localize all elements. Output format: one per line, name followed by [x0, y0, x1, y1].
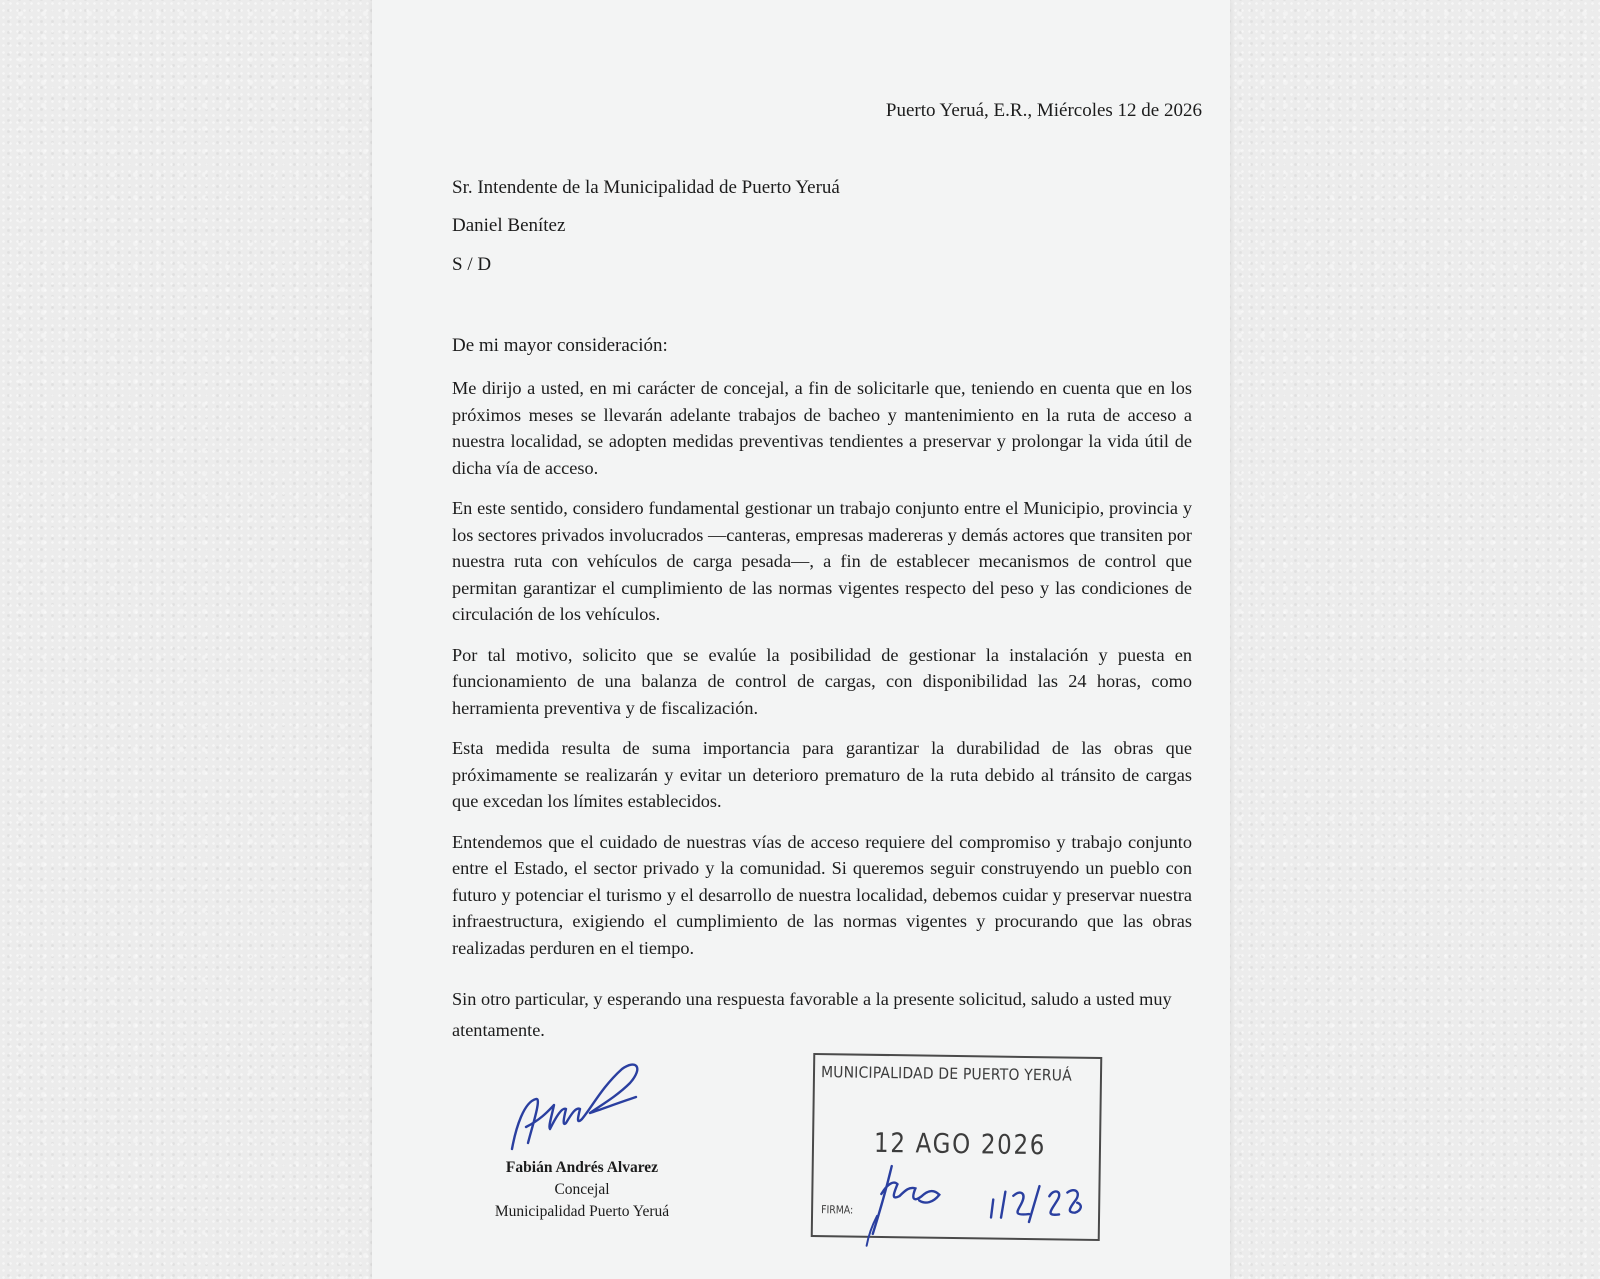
salutation: De mi mayor consideración: — [452, 335, 668, 356]
stamp-date: 12 AGO 2026 — [873, 1127, 1047, 1162]
letter-sheet — [372, 0, 1230, 1279]
paragraph: Esta medida resulta de suma importancia para garantizar la durabilidad de las obras que próximamente se realizarán y evitar un deterioro prematuro de la ruta debido al tránsito de cargas que excedan los límites establecidos. — [452, 738, 1192, 811]
place-date: Puerto Yeruá, E.R., Miércoles 12 de 2026 — [885, 100, 1202, 121]
paragraph: Me dirijo a usted, en mi carácter de concejal, a fin de solicitarle que, teniendo en cuenta que en los próximos meses se llevarán adelante trabajos de bacheo y mantenimiento en la ruta de acceso a nuestra localidad, se adopten medidas preventivas tendientes a preservar y prolongar la vida útil de dicha vía de acceso. — [452, 378, 1192, 478]
signature-block — [472, 1057, 692, 1227]
paragraph: Por tal motivo, solicito que se evalúe la posibilidad de gestionar la instalación y puesta en funcionamiento de una balanza de control de cargas, con disponibilidad las 24 horas, como herramienta preventiva y de fiscalización. — [452, 644, 1192, 718]
signer-role: Concejal — [554, 1181, 610, 1198]
paragraph: Entendemos que el cuidado de nuestras vías de acceso requiere del compromiso y trabajo conjunto entre el Estado, el sector privado y la comunidad. Si queremos seguir construyendo un pueblo con futuro y potenciar el turismo y el desarrollo de nuestra localidad, debemos cuidar y preservar nuestra infraestructura, exigiendo el cumplimiento de las normas vigentes y procurando que las obras realizadas perduren en el tiempo. — [452, 831, 1192, 958]
paragraph: En este sentido, considero fundamental gestionar un trabajo conjunto entre el Municipio, provincia y los sectores privados involucrados —canteras, empresas madereras y demás actores que transiten por nuestra ruta con vehículos de carga pesada—, a fin de establecer mecanismos de control que permitan garantizar el cumplimiento de las normas vigentes respecto del peso y las condiciones de circulación de los vehículos. — [452, 498, 1192, 624]
stamp-handwritten-initials-and-date — [853, 1154, 1104, 1252]
recipient-name: Daniel Benítez — [452, 215, 566, 236]
handwritten-signature — [502, 1057, 652, 1157]
stamp-title: MUNICIPALIDAD DE PUERTO YERUÁ — [820, 1063, 1072, 1085]
recipient-title: Sr. Intendente de la Municipalidad de Puerto Yeruá — [452, 177, 840, 198]
reception-stamp — [811, 1053, 1103, 1241]
signer-name: Fabián Andrés Alvarez — [505, 1159, 659, 1176]
letter-body — [452, 375, 1192, 975]
closing: Sin otro particular, y esperando una respuesta favorable a la presente solicitud, saludo a usted muy atentamente. — [452, 989, 1172, 1040]
signer-institution: Municipalidad Puerto Yeruá — [494, 1203, 670, 1220]
stamp-firma-label: FIRMA: — [821, 1203, 854, 1217]
recipient-sd: S / D — [452, 254, 492, 275]
